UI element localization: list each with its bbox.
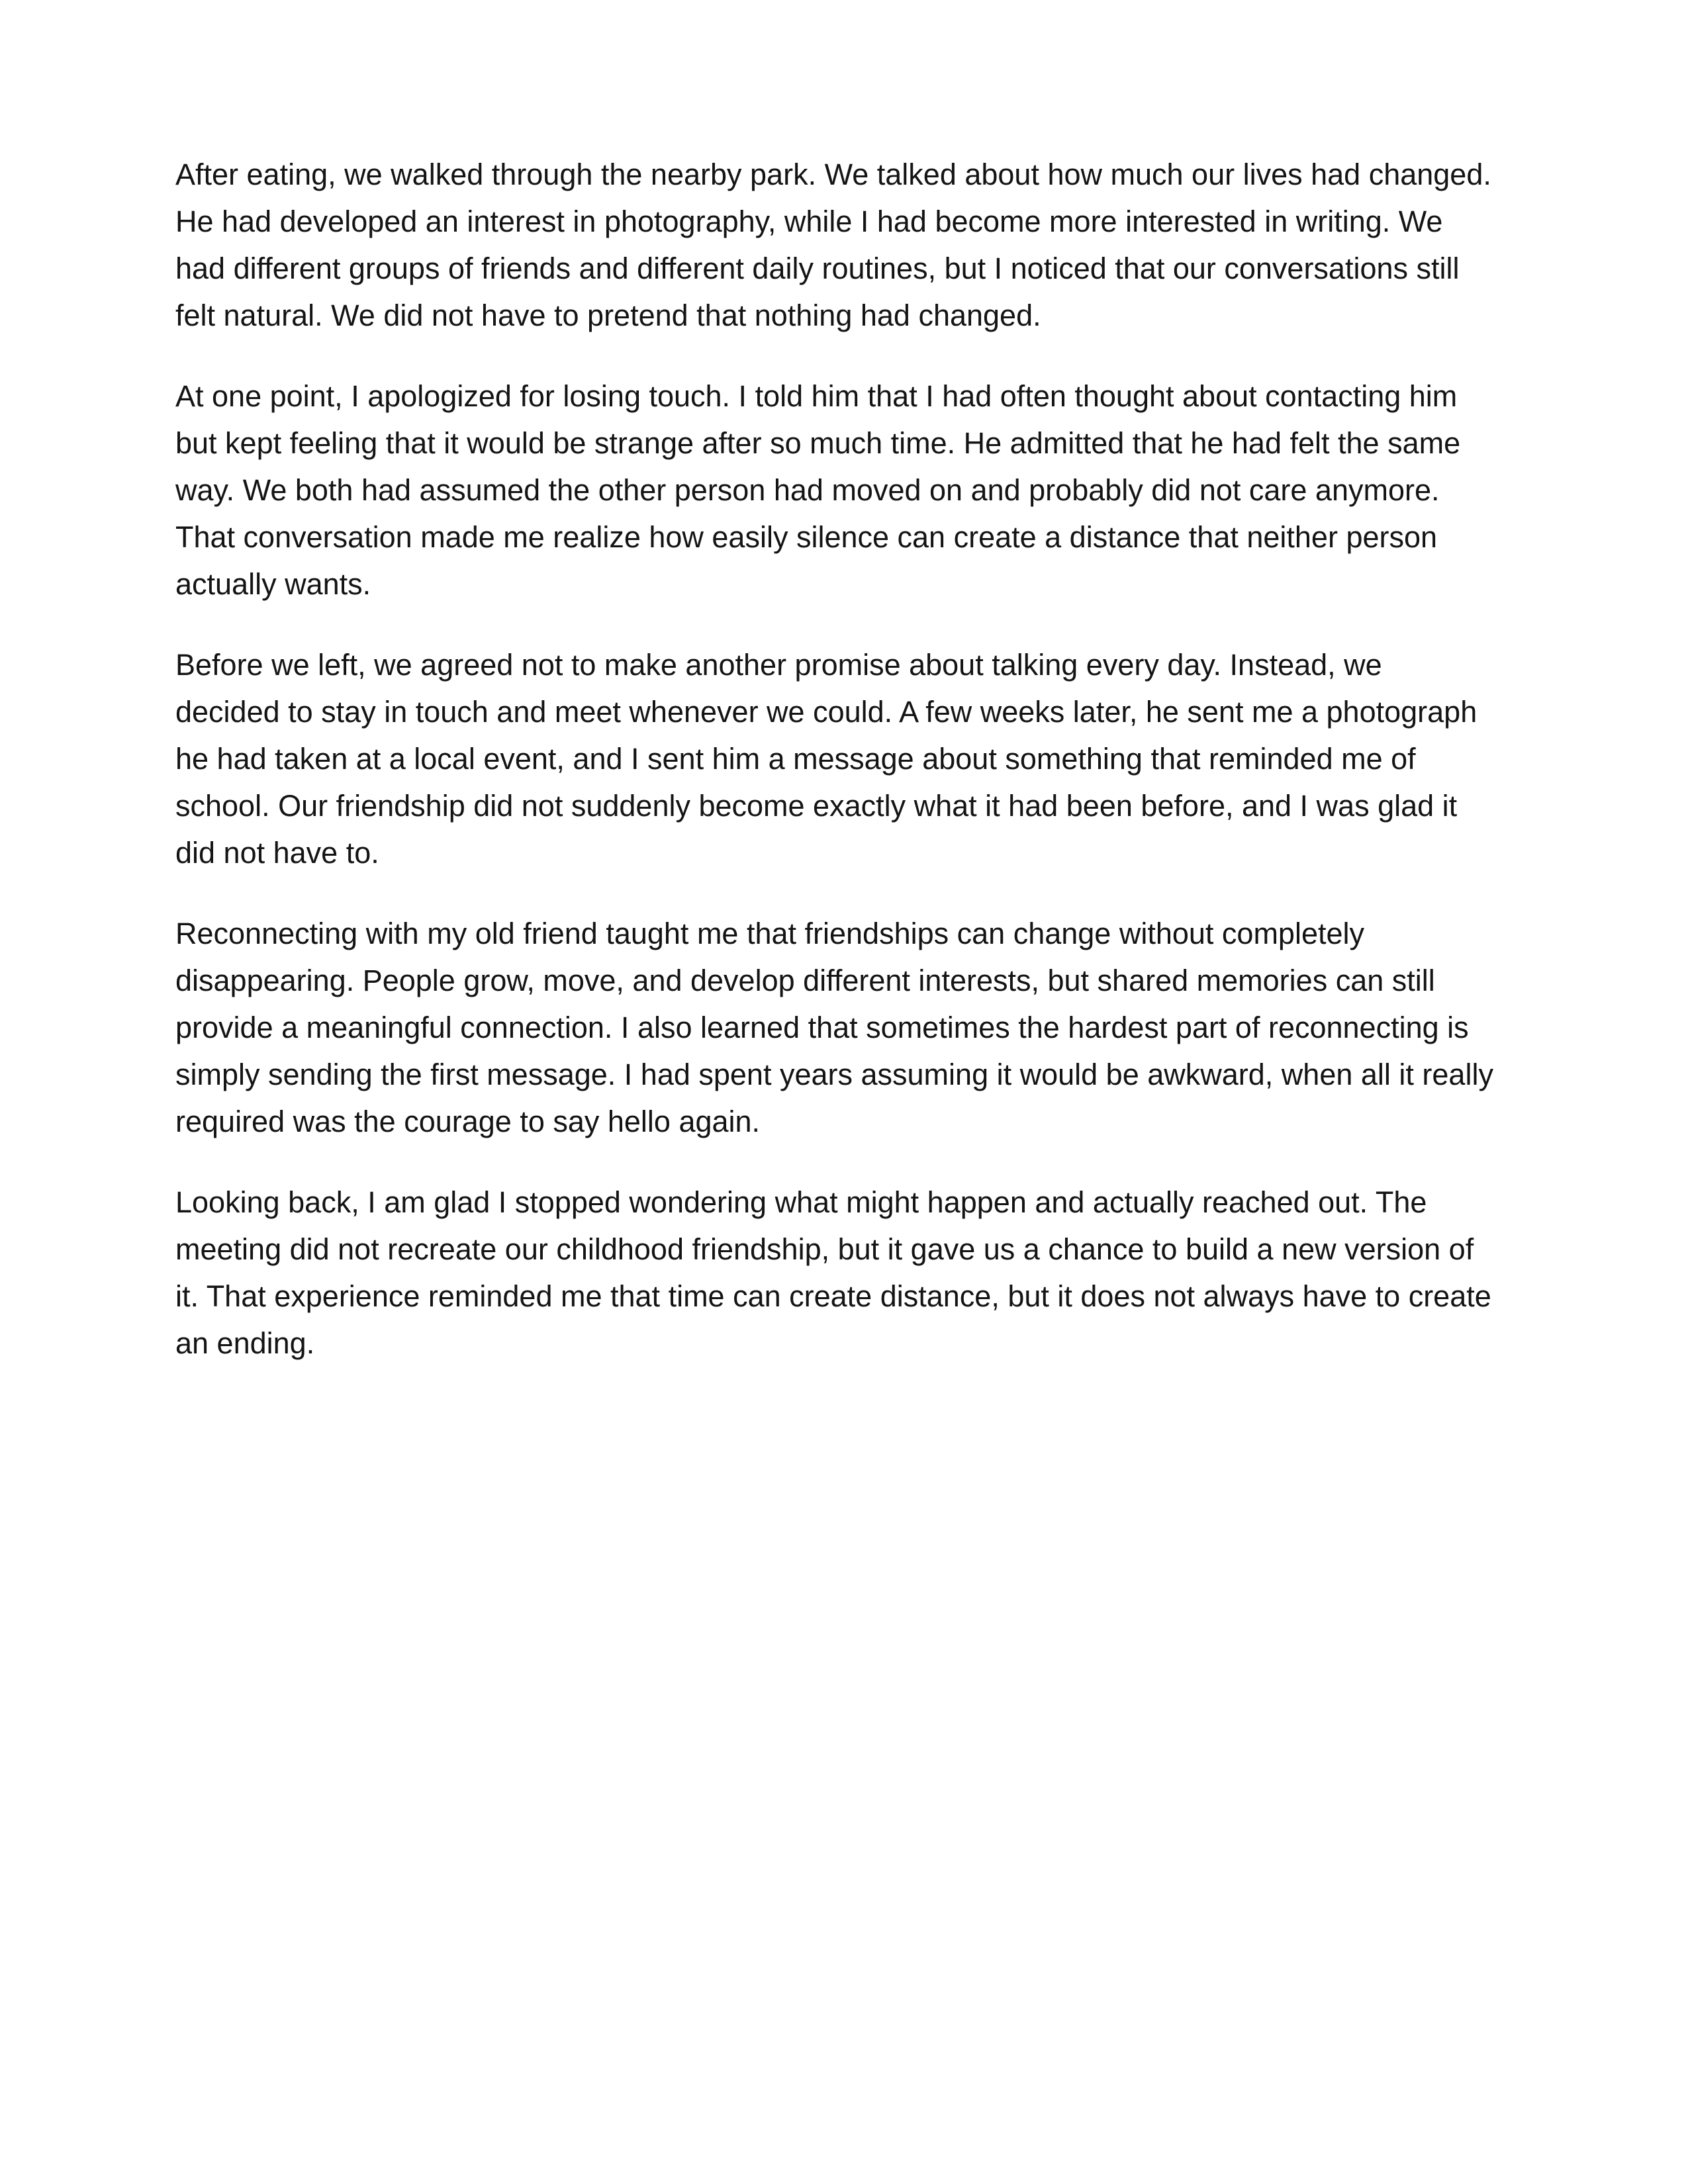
paragraph [175, 1179, 1523, 1367]
text-line: way. We both had assumed the other person had moved on and probably did not care anymore. [175, 473, 1440, 507]
text-line: he had taken at a local event, and I sent him a message about something that reminded me of [175, 742, 1416, 776]
text-line: Before we left, we agreed not to make another promise about talking every day. Instead, we [175, 648, 1382, 682]
text-line: did not have to. [175, 836, 379, 870]
paragraph [175, 641, 1523, 876]
text-line: After eating, we walked through the nearby park. We talked about how much our lives had changed. [175, 158, 1491, 191]
text-line: meeting did not recreate our childhood friendship, but it gave us a chance to build a new version of [175, 1232, 1474, 1266]
text-line: an ending. [175, 1326, 315, 1360]
text-line: required was the courage to say hello again. [175, 1105, 761, 1138]
body-text [175, 151, 1523, 1400]
paragraph [175, 910, 1523, 1145]
text-line: Looking back, I am glad I stopped wondering what might happen and actually reached out. The [175, 1185, 1427, 1219]
text-line: school. Our friendship did not suddenly become exactly what it had been before, and I was glad it [175, 789, 1458, 823]
text-line: He had developed an interest in photography, while I had become more interested in writing. We [175, 205, 1443, 238]
text-line: but kept feeling that it would be strange after so much time. He admitted that he had felt the same [175, 426, 1461, 460]
text-line: it. That experience reminded me that time can create distance, but it does not always have to create [175, 1279, 1491, 1313]
text-line: That conversation made me realize how easily silence can create a distance that neither person [175, 520, 1438, 554]
text-line: At one point, I apologized for losing touch. I told him that I had often thought about contacting him [175, 379, 1458, 413]
paragraph [175, 373, 1523, 608]
text-line: Reconnecting with my old friend taught me that friendships can change without completely [175, 917, 1365, 950]
text-line: actually wants. [175, 567, 371, 601]
text-line: simply sending the first message. I had spent years assuming it would be awkward, when all it really [175, 1058, 1493, 1091]
text-line: had different groups of friends and different daily routines, but I noticed that our conversations still [175, 251, 1460, 285]
text-line: provide a meaningful connection. I also learned that sometimes the hardest part of reconnecting is [175, 1011, 1469, 1044]
text-line: disappearing. People grow, move, and develop different interests, but shared memories can still [175, 964, 1435, 997]
paragraph [175, 151, 1523, 339]
text-line: decided to stay in touch and meet whenever we could. A few weeks later, he sent me a photograph [175, 695, 1477, 729]
text-line: felt natural. We did not have to pretend that nothing had changed. [175, 298, 1041, 332]
